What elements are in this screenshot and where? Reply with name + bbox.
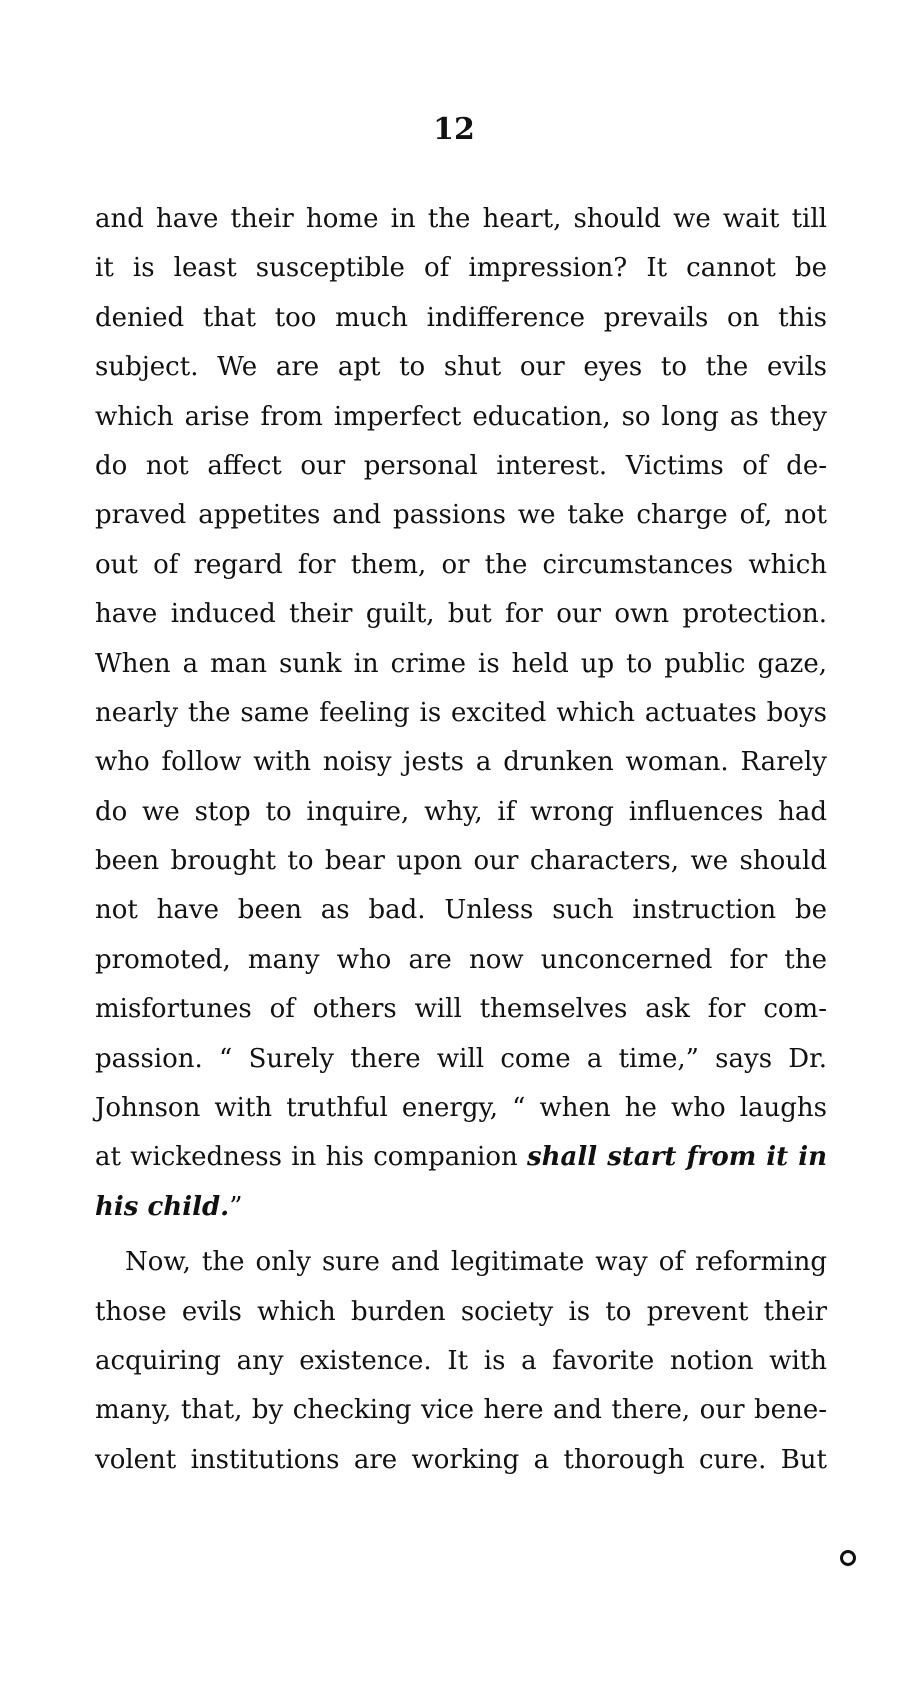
text-line: passion. “ Surely there will come a time,” says Dr. bbox=[95, 1043, 827, 1074]
italic-quote: his child. bbox=[95, 1191, 230, 1222]
text-line: been brought to bear upon our characters, we should bbox=[95, 846, 827, 877]
text-line: do we stop to inquire, why, if wrong influences had bbox=[95, 796, 827, 827]
text-line: praved appetites and passions we take charge of, not bbox=[95, 500, 827, 531]
text-line bbox=[95, 1183, 827, 1232]
text-line: volent institutions are working a thorough cure. But bbox=[95, 1444, 827, 1475]
body-text bbox=[95, 195, 827, 1485]
text-line: acquiring any existence. It is a favorite notion with bbox=[95, 1345, 827, 1376]
circle-mark-icon bbox=[840, 1550, 856, 1566]
text-line: many, that, by checking vice here and there, our bene- bbox=[95, 1395, 827, 1426]
text-run: at wickedness in his companion bbox=[95, 1142, 527, 1173]
text-line: it is least susceptible of impression? It cannot be bbox=[95, 253, 827, 284]
text-line: Johnson with truthful energy, “ when he who laughs bbox=[95, 1093, 827, 1124]
text-line: subject. We are apt to shut our eyes to the evils bbox=[95, 352, 827, 383]
text-line: out of regard for them, or the circumstances which bbox=[95, 549, 827, 580]
text-line: do not affect our personal interest. Victims of de- bbox=[95, 450, 827, 481]
text-line: promoted, many who are now unconcerned for the bbox=[95, 944, 827, 975]
italic-quote: shall start from it in bbox=[527, 1142, 827, 1173]
text-line: Now, the only sure and legitimate way of reforming bbox=[125, 1247, 827, 1278]
text-line: not have been as bad. Unless such instruction be bbox=[95, 895, 827, 926]
text-line: When a man sunk in crime is held up to public gaze, bbox=[95, 648, 827, 679]
text-line bbox=[95, 1133, 827, 1182]
text-line: and have their home in the heart, should we wait till bbox=[95, 204, 827, 234]
text-line: those evils which burden society is to prevent their bbox=[95, 1296, 827, 1327]
text-line: have induced their guilt, but for our own protection. bbox=[95, 599, 827, 630]
text-line: misfortunes of others will themselves ask for com- bbox=[95, 994, 827, 1025]
text-line: who follow with noisy jests a drunken woman. Rarely bbox=[95, 747, 827, 778]
text-line: denied that too much indifference prevails on this bbox=[95, 302, 827, 333]
text-run: ” bbox=[229, 1191, 243, 1222]
text-line: which arise from imperfect education, so long as they bbox=[95, 401, 827, 432]
text-line: nearly the same feeling is excited which actuates boys bbox=[95, 697, 827, 728]
page-number: 12 bbox=[433, 112, 475, 147]
